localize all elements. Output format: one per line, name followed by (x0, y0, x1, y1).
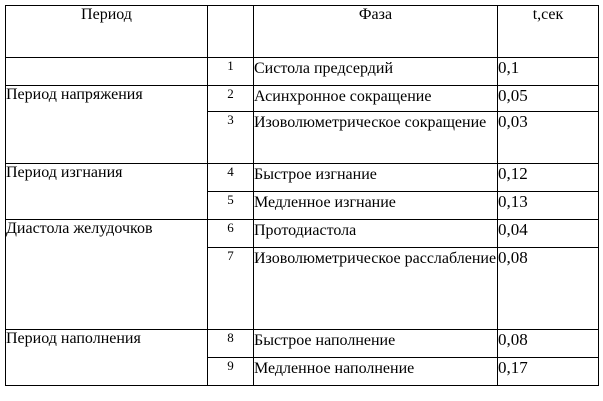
phase-time: 0,03 (498, 112, 599, 164)
phase-name: Изоволюметрическое расслабление (254, 248, 498, 330)
phase-number: 1 (208, 58, 254, 86)
header-time: t,сек (498, 6, 599, 58)
header-number (208, 6, 254, 58)
phase-time: 0,05 (498, 86, 599, 112)
phase-number: 2 (208, 86, 254, 112)
table-row (6, 164, 599, 192)
phase-number: 5 (208, 192, 254, 220)
phase-time: 0,12 (498, 164, 599, 192)
phase-name: Быстрое изгнание (254, 164, 498, 192)
phase-name: Асинхронное сокращение (254, 86, 498, 112)
table-row (6, 86, 599, 112)
phase-number: 9 (208, 358, 254, 386)
phase-number: 4 (208, 164, 254, 192)
table-row (6, 220, 599, 248)
phase-number: 6 (208, 220, 254, 248)
phase-name: Быстрое наполнение (254, 330, 498, 358)
phase-name: Систола предсердий (254, 58, 498, 86)
cardiac-cycle-phases-table (5, 5, 599, 386)
phase-name: Протодиастола (254, 220, 498, 248)
period-filling: Период наполнения (6, 330, 208, 386)
phase-number: 8 (208, 330, 254, 358)
phase-time: 0,17 (498, 358, 599, 386)
phase-number: 7 (208, 248, 254, 330)
period-ejection: Период изгнания (6, 164, 208, 220)
phase-time: 0,08 (498, 330, 599, 358)
phase-name: Медленное изгнание (254, 192, 498, 220)
phase-name: Изоволюметрическое сокращение (254, 112, 498, 164)
header-period: Период (6, 6, 208, 58)
table-row (6, 58, 599, 86)
phase-time: 0,13 (498, 192, 599, 220)
table-header-row (6, 6, 599, 58)
period-diastole: Диастола желудочков (6, 220, 208, 330)
phase-number: 3 (208, 112, 254, 164)
table-row (6, 330, 599, 358)
period-tension: Период напряжения (6, 86, 208, 164)
phase-name: Медленное наполнение (254, 358, 498, 386)
phase-time: 0,1 (498, 58, 599, 86)
period-cell-empty (6, 58, 208, 86)
phase-time: 0,08 (498, 248, 599, 330)
phase-time: 0,04 (498, 220, 599, 248)
header-phase: Фаза (254, 6, 498, 58)
